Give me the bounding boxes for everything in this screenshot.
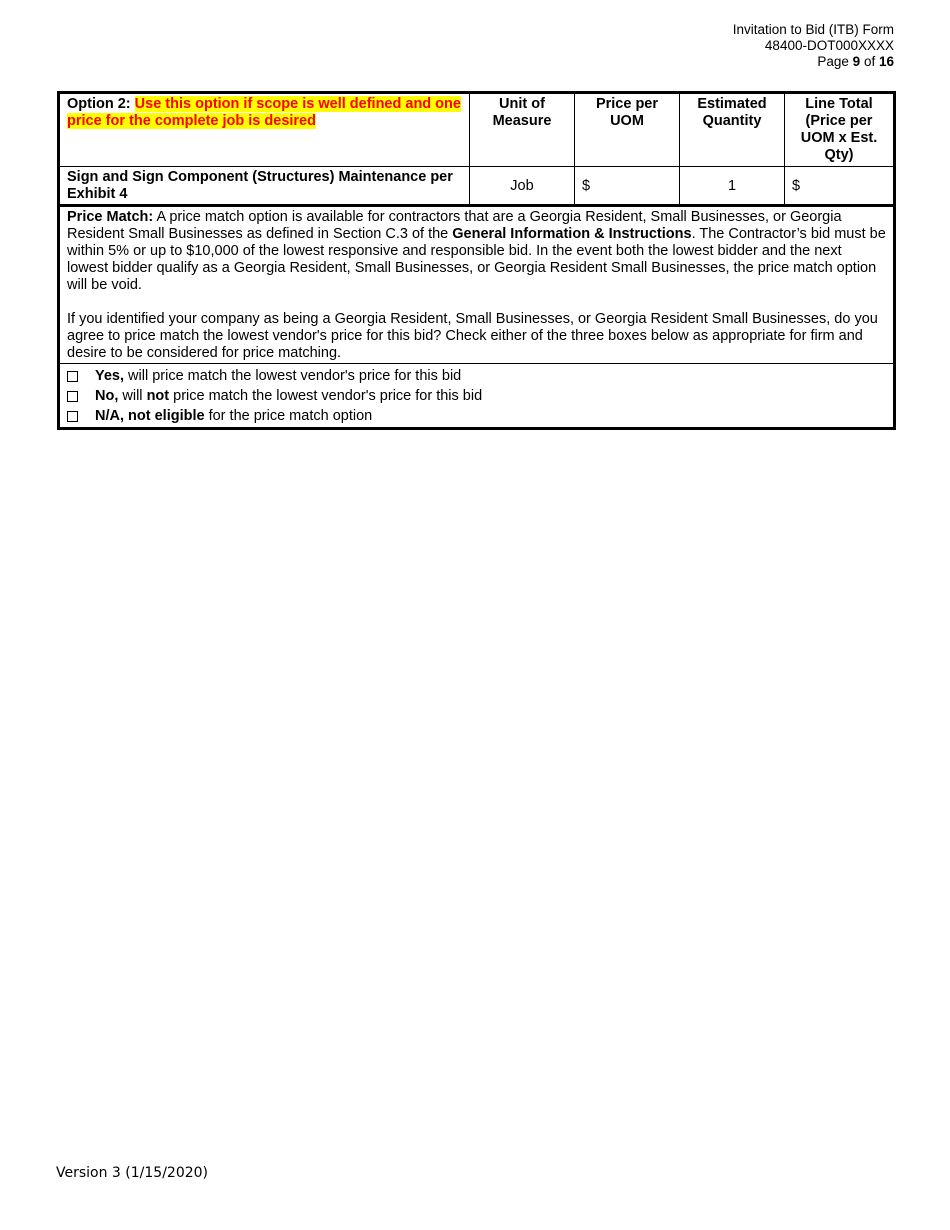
page-number: Page 9 of 16 — [817, 54, 894, 69]
form-number: 48400-DOT000XXXX — [764, 38, 894, 53]
table-header-row — [59, 93, 895, 167]
form-header — [733, 22, 894, 70]
version-footer: Version 3 (1/15/2020) — [56, 1165, 208, 1181]
option-na — [67, 406, 886, 426]
price-match-paragraph: Price Match: A price match option is available for contractors that are a Georgia Resident, Small Businesses, or Georgia Resident Small Businesses as defined in Section C.3 of the General Information & Instructions. The Contractor’s bid must be within 5% or up to $10,000 of the lowest responsive and responsible bid. In the event both the lowest bidder and the next lowest bidder qualify as a Georgia Resident, Small Businesses, or Georgia Resident Small Businesses, the price match option will be void. — [67, 209, 886, 293]
col-unit-of-measure: Unit of Measure — [470, 93, 575, 167]
price-match-question: If you identified your company as being a Georgia Resident, Small Businesses, or Georgia Resident Small Businesses, do you agree to price match the lowest vendor's price for this bid? Check either of the three boxes below as appropriate for firm and desire to be considered for price matching. — [67, 311, 878, 361]
option-yes-label: Yes, will price match the lowest vendor's price for this bid — [95, 368, 462, 384]
col-price-per-uom: Price per UOM — [575, 93, 680, 167]
form-title: Invitation to Bid (ITB) Form — [732, 22, 894, 37]
option-no — [67, 386, 886, 406]
options-row — [59, 364, 895, 429]
no-checkbox[interactable] — [67, 391, 78, 402]
na-checkbox[interactable] — [67, 411, 78, 422]
item-quantity: 1 — [680, 167, 785, 206]
options-cell — [59, 364, 895, 429]
price-match-row — [59, 206, 895, 364]
option-no-label: No, will not price match the lowest vendor's price for this bid — [95, 388, 483, 404]
option-na-label: N/A, not eligible for the price match option — [95, 408, 373, 424]
item-description: Sign and Sign Component (Structures) Maintenance per Exhibit 4 — [59, 167, 470, 206]
col-estimated-quantity: Estimated Quantity — [680, 93, 785, 167]
yes-checkbox[interactable] — [67, 371, 78, 382]
option-label: Option 2: — [67, 96, 131, 112]
col-line-total: Line Total (Price per UOM x Est. Qty) — [785, 93, 895, 167]
option-highlight: Use this option if scope is well defined and one price for the complete job is desired — [67, 96, 461, 129]
item-unit: Job — [470, 167, 575, 206]
item-price-field[interactable]: $ — [575, 167, 680, 206]
price-match-cell — [59, 206, 895, 364]
option-yes — [67, 366, 886, 386]
item-line-total-field[interactable]: $ — [785, 167, 895, 206]
table-row — [59, 167, 895, 206]
bid-table — [57, 91, 896, 430]
price-match-label: Price Match: — [67, 209, 154, 225]
option-cell — [59, 93, 470, 167]
